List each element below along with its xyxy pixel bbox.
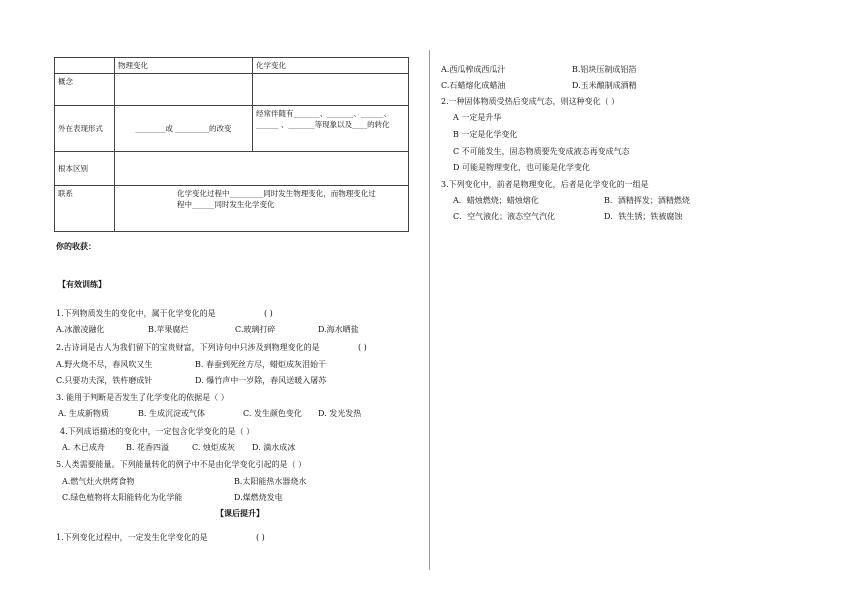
question-stem: 1.下列物质发生的变化中，属于化学变化的是: [56, 309, 216, 318]
answer-paren: ( ): [256, 533, 265, 542]
section-heading: 【课后提升】: [216, 508, 264, 518]
option: C. 烛炬成灰: [192, 443, 235, 452]
option: A.燃气灶火烘烤食物: [62, 477, 135, 486]
option: A. 木已成舟: [62, 443, 105, 452]
option: B. 生成沉淀或气体: [138, 409, 205, 418]
question-stem: 2.一种固体物质受热后变成气态，则这种变化（ ）: [441, 97, 620, 106]
option: A. 生成新物质: [58, 409, 109, 418]
table-cell: [253, 74, 409, 106]
table-row: [55, 186, 409, 232]
option: B.苹果腐烂: [148, 325, 189, 334]
table-cell: ________或 _________的改变: [115, 106, 253, 152]
option: C.绿色植物将太阳能转化为化学能: [62, 493, 183, 502]
option: B. 春蚕到死丝方尽，蜡炬成灰泪始干: [195, 360, 326, 369]
answer-paren: ( ): [358, 343, 367, 352]
table-cell: [115, 152, 409, 186]
option: A.冰激凌融化: [56, 325, 105, 334]
option: C.只要功夫深，铁杵磨成针: [56, 376, 153, 385]
table-cell: 经常伴随有_______、_______、______、______ 、_______等现象以及____的转化: [253, 106, 409, 152]
table-header-cell: 化学变化: [253, 58, 409, 74]
option: B.铝块压制成铝箔: [572, 65, 637, 74]
section-heading: 【有效训练】: [58, 279, 106, 289]
option: D.海水晒盐: [318, 325, 359, 334]
table-header-cell: 物理变化: [115, 58, 253, 74]
table-cell: 化学变化过程中_________同时发生物理变化，而物理变化过程中______同时发生化学变化: [115, 186, 409, 232]
question-stem: 5.人类需要能量。下列能量转化的例子中不是由化学变化引起的是（ ）: [56, 460, 307, 469]
option: A 一定是升华: [453, 113, 502, 122]
option: C 不可能发生，固态物质要先变成液态再变成气态: [453, 147, 630, 156]
row-label: 概念: [55, 74, 115, 106]
table-row: [55, 106, 409, 152]
table-row: [55, 58, 409, 74]
option: C.玻璃打碎: [235, 325, 276, 334]
column-divider: [429, 50, 430, 570]
option: D 可能是物理变化，也可能是化学变化: [453, 163, 590, 172]
option: B．酒精挥发；酒精燃烧: [604, 196, 690, 205]
option: A.西瓜榨成西瓜汁: [441, 65, 506, 74]
option: C．空气液化；液态空气汽化: [453, 212, 556, 221]
option: D．铁生锈；铁被腐蚀: [604, 212, 683, 221]
question-stem: 3. 能用于判断是否发生了化学变化的依据是（ ）: [56, 393, 229, 402]
option: D. 滴水成冰: [252, 443, 296, 452]
question-stem: 2.古诗词是古人为我们留下的宝贵财富，下列诗句中只涉及到物理变化的是: [56, 343, 320, 352]
question-stem: 4.下列成语描述的变化中，一定包含化学变化的是（ ）: [60, 427, 255, 436]
question-stem: 1.下列变化过程中，一定发生化学变化的是: [56, 533, 208, 542]
option: C. 发生颜色变化: [243, 409, 302, 418]
row-label: 根本区别: [55, 152, 115, 186]
option: B.太阳能热水器烧水: [234, 477, 307, 486]
option: C.石蜡熔化成蜡油: [441, 81, 506, 90]
table-row: [55, 152, 409, 186]
option: D. 发光发热: [318, 409, 362, 418]
question-stem: 3.下列变化中，前者是物理变化，后者是化学变化的一组是: [441, 180, 649, 189]
option: B 一定是化学变化: [453, 130, 518, 139]
harvest-label: 你的收获：: [56, 241, 96, 251]
comparison-table: [54, 57, 409, 232]
row-label: 联系: [55, 186, 115, 232]
option: A．蜡烛燃烧；蜡烛熔化: [453, 196, 539, 205]
table-header-cell: [55, 58, 115, 74]
option: B. 花香四溢: [126, 443, 169, 452]
option: D.煤燃烧发电: [234, 493, 283, 502]
table-row: [55, 74, 409, 106]
table-cell: [115, 74, 253, 106]
row-label: 外在表现形式: [55, 106, 115, 152]
answer-paren: ( ): [264, 309, 273, 318]
option: A.野火烧不尽，春风吹又生: [56, 360, 153, 369]
option: D. 爆竹声中一岁除，春风送暖入屠苏: [195, 376, 327, 385]
option: D.玉米酿制成酒精: [572, 81, 637, 90]
